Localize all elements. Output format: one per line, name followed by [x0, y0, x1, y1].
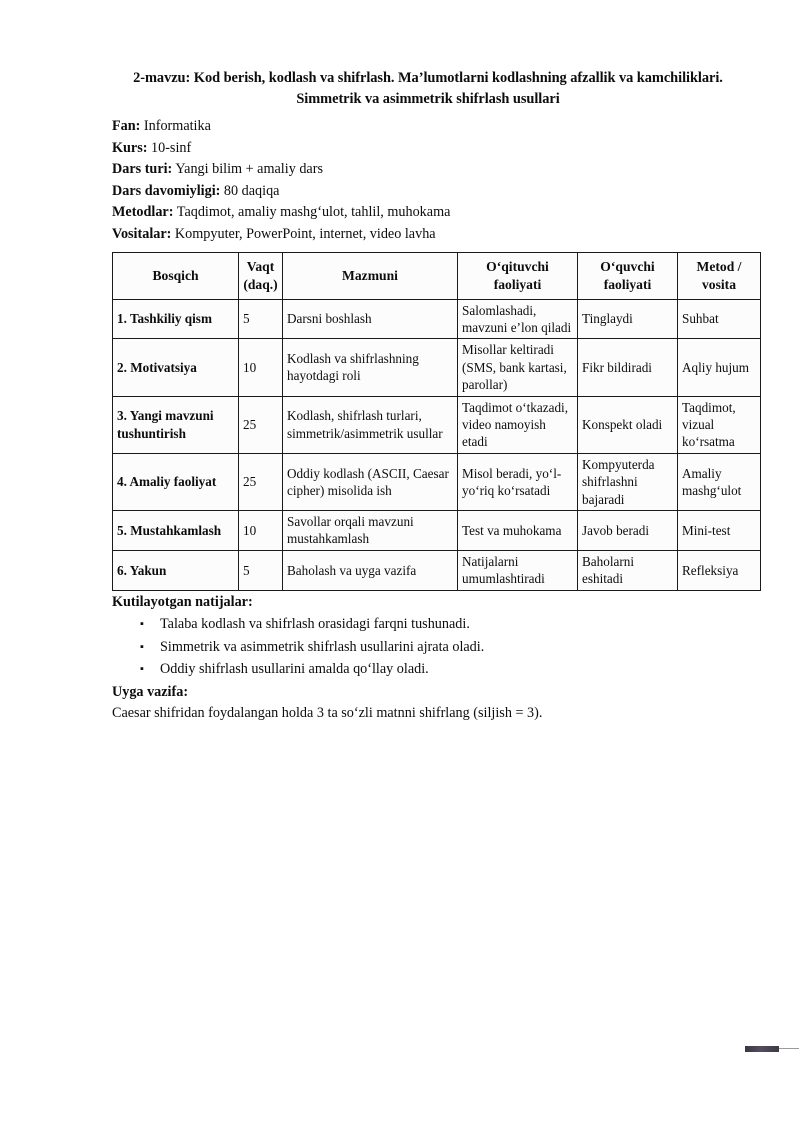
- cell-content: Savollar orqali mavzuni mustahkamlash: [283, 511, 458, 551]
- bullet-icon: ▪: [140, 663, 144, 676]
- bullet-icon: ▪: [140, 618, 144, 631]
- meta-value: 80 daqiqa: [223, 182, 280, 199]
- table-row: [113, 550, 761, 590]
- list-item: [112, 636, 744, 659]
- cell-method: Taqdimot, vizual ko‘rsatma: [678, 396, 761, 453]
- cell-time: 10: [239, 339, 283, 396]
- header-line: Metod /: [696, 258, 742, 274]
- header-line: faoliyati: [603, 276, 652, 292]
- meta-line-dars-turi: [112, 159, 744, 181]
- header-line: O‘quvchi: [600, 258, 655, 274]
- column-header-vaqt: [239, 252, 283, 299]
- cell-content: Kodlash, shifrlash turlari, simmetrik/asimmetrik usullar: [283, 396, 458, 453]
- meta-line-fan: [112, 116, 744, 138]
- table-row: [113, 339, 761, 396]
- column-header-oqituvchi-faoliyati: [458, 252, 578, 299]
- list-item-label: Simmetrik va asimmetrik shifrlash usullarini ajrata oladi.: [160, 638, 485, 655]
- page-title: 2-mavzu: Kod berish, kodlash va shifrlash. Ma’lumotlarni kodlashning afzallik va kamchiliklari. Simmetrik va asimmetrik shifrlash usullari: [133, 70, 723, 107]
- table-row: [113, 511, 761, 551]
- meta-label: Kurs:: [112, 139, 148, 156]
- meta-value: Yangi bilim + amaliy dars: [175, 161, 323, 178]
- homework-heading: Uyga vazifa:: [112, 683, 189, 700]
- cell-teacher: Test va muhokama: [458, 511, 578, 551]
- cell-content: Oddiy kodlash (ASCII, Caesar cipher) misolida ish: [283, 453, 458, 510]
- cell-teacher: Taqdimot o‘tkazadi, video namoyish etadi: [458, 396, 578, 453]
- meta-line-vositalar: [112, 224, 744, 246]
- header-line: faoliyati: [493, 276, 542, 292]
- cell-stage: 1. Tashkiliy qism: [113, 299, 239, 339]
- column-header-mazmuni: [283, 252, 458, 299]
- cell-stage: 2. Motivatsiya: [113, 339, 239, 396]
- cell-time: 25: [239, 396, 283, 453]
- meta-block: [112, 116, 744, 246]
- cell-time: 5: [239, 299, 283, 339]
- column-header-bosqich: [113, 252, 239, 299]
- cell-student: Javob beradi: [578, 511, 678, 551]
- page-content: [112, 68, 750, 725]
- header-line: vosita: [702, 276, 736, 292]
- header-line: O‘qituvchi: [486, 258, 549, 274]
- meta-value: Kompyuter, PowerPoint, internet, video lavha: [174, 225, 436, 242]
- meta-line-dars-davomiyligi: [112, 181, 744, 203]
- meta-value: Informatika: [143, 118, 211, 134]
- homework-text: Caesar shifridan foydalangan holda 3 ta so‘zli matnni shifrlang (siljish = 3).: [112, 705, 543, 722]
- cell-content: Darsni boshlash: [283, 299, 458, 339]
- list-item: [112, 613, 744, 636]
- column-header-metod-vosita: [678, 252, 761, 299]
- list-item-label: Oddiy shifrlash usullarini amalda qo‘llay oladi.: [160, 661, 429, 678]
- cell-teacher: Misollar keltiradi (SMS, bank kartasi, parollar): [458, 339, 578, 396]
- cell-student: Baholarni eshitadi: [578, 550, 678, 590]
- header-line: Mazmuni: [342, 267, 398, 283]
- lesson-plan-table: [112, 252, 761, 591]
- cell-time: 25: [239, 453, 283, 510]
- cell-student: Kompyuterda shifrlashni bajaradi: [578, 453, 678, 510]
- cell-teacher: Misol beradi, yo‘l-yo‘riq ko‘rsatadi: [458, 453, 578, 510]
- table-row: [113, 453, 761, 510]
- cell-stage: 3. Yangi mavzuni tushuntirish: [113, 396, 239, 453]
- list-item: [112, 658, 744, 681]
- cell-method: Aqliy hujum: [678, 339, 761, 396]
- meta-value: 10-sinf: [151, 139, 192, 156]
- outcomes-heading: Kutilayotgan natijalar:: [112, 593, 253, 610]
- scan-artifact-line: [779, 1048, 799, 1049]
- meta-line-metodlar: [112, 202, 744, 224]
- meta-label: Metodlar:: [112, 204, 174, 221]
- cell-method: Suhbat: [678, 299, 761, 339]
- cell-content: Kodlash va shifrlashning hayotdagi roli: [283, 339, 458, 396]
- column-header-oquvchi-faoliyati: [578, 252, 678, 299]
- cell-student: Fikr bildiradi: [578, 339, 678, 396]
- meta-label: Fan:: [112, 118, 141, 134]
- cell-stage: 6. Yakun: [113, 550, 239, 590]
- cell-teacher: Natijalarni umumlashtiradi: [458, 550, 578, 590]
- meta-value: Taqdimot, amaliy mashg‘ulot, tahlil, muhokama: [176, 204, 451, 221]
- cell-stage: 5. Mustahkamlash: [113, 511, 239, 551]
- table-row: [113, 396, 761, 453]
- meta-label: Dars davomiyligi:: [112, 182, 221, 199]
- cell-student: Konspekt oladi: [578, 396, 678, 453]
- cell-student: Tinglaydi: [578, 299, 678, 339]
- header-line: Bosqich: [152, 267, 199, 283]
- table-header-row: [113, 252, 761, 299]
- meta-label: Dars turi:: [112, 161, 173, 178]
- cell-method: Mini-test: [678, 511, 761, 551]
- scan-artifact-bar: [745, 1046, 779, 1052]
- bullet-icon: ▪: [140, 640, 144, 653]
- meta-label: Vositalar:: [112, 225, 172, 242]
- cell-stage: 4. Amaliy faoliyat: [113, 453, 239, 510]
- cell-method: Refleksiya: [678, 550, 761, 590]
- outcomes-list: [112, 613, 744, 681]
- header-line: Vaqt: [246, 258, 275, 274]
- cell-teacher: Salomlashadi, mavzuni e’lon qiladi: [458, 299, 578, 339]
- cell-time: 10: [239, 511, 283, 551]
- meta-line-kurs: [112, 138, 744, 160]
- header-line: (daq.): [243, 276, 278, 292]
- cell-time: 5: [239, 550, 283, 590]
- cell-method: Amaliy mashg‘ulot: [678, 453, 761, 510]
- cell-content: Baholash va uyga vazifa: [283, 550, 458, 590]
- table-row: [113, 299, 761, 339]
- list-item-label: Talaba kodlash va shifrlash orasidagi farqni tushunadi.: [160, 616, 470, 633]
